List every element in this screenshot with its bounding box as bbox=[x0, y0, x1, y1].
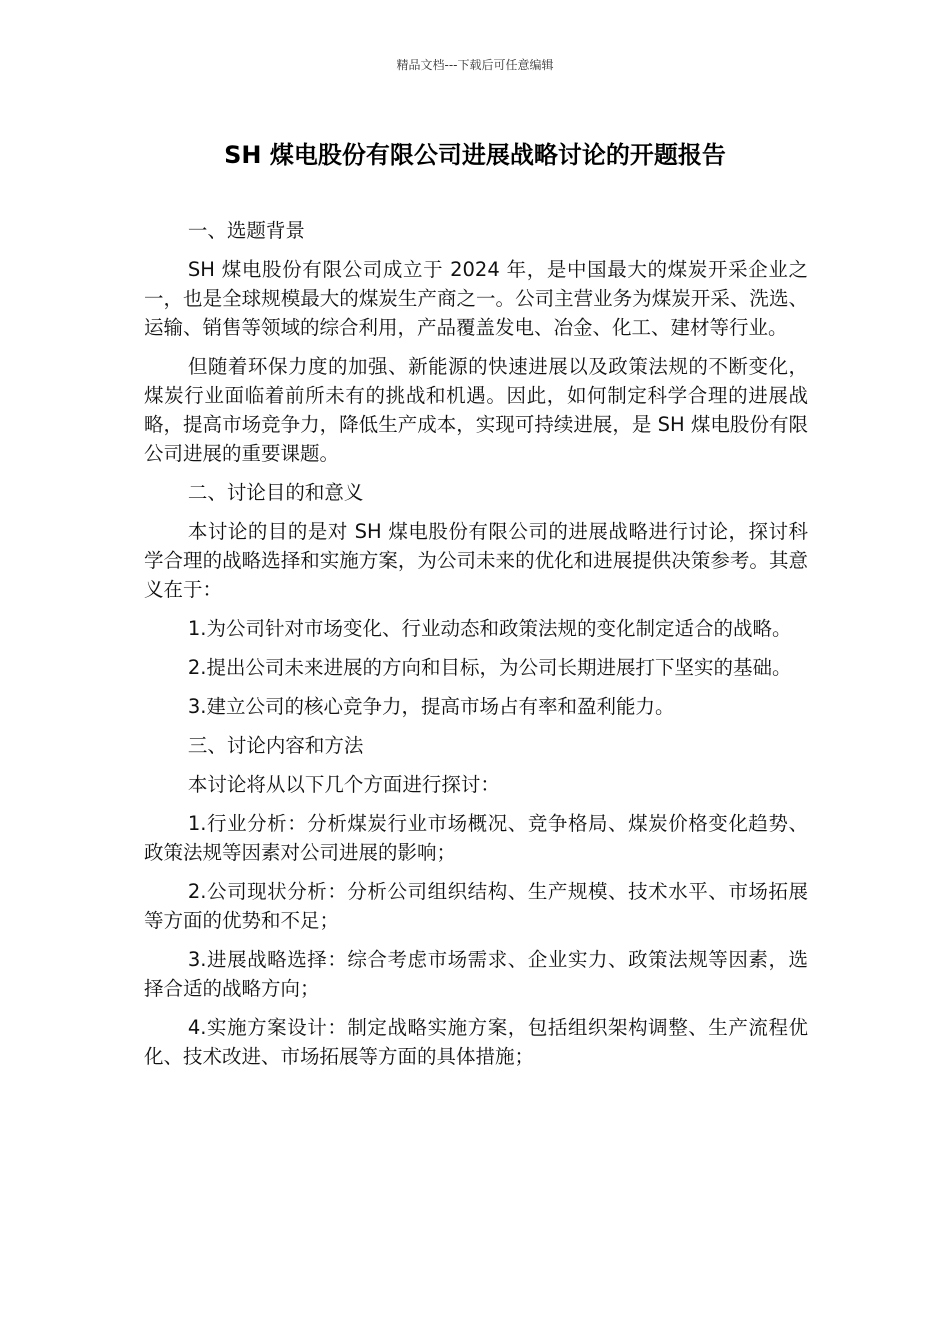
list-item-significance-3: 3.建立公司的核心竞争力，提高市场占有率和盈利能力。 bbox=[187, 695, 675, 718]
page-header: 精品文档---下载后可任意编辑 bbox=[396, 58, 554, 72]
list-item-significance-2: 2.提出公司未来进展的方向和目标，为公司长期进展打下坚实的基础。 bbox=[187, 656, 792, 679]
section-heading-background: 一、选题背景 bbox=[187, 219, 305, 242]
list-item-content-3: 3.进展战略选择：综合考虑市场需求、企业实力、政策法规等因素，选择合适的战略方向； bbox=[144, 948, 808, 1000]
list-item-content-2: 2.公司现状分析：分析公司组织结构、生产规模、技术水平、市场拓展等方面的优势和不足； bbox=[144, 880, 808, 932]
document-body bbox=[144, 216, 808, 1081]
section-heading-content-methods: 三、讨论内容和方法 bbox=[187, 734, 364, 757]
paragraph-content-intro: 本讨论将从以下几个方面进行探讨： bbox=[187, 773, 500, 796]
list-item-content-1: 1.行业分析：分析煤炭行业市场概况、竞争格局、煤炭价格变化趋势、政策法规等因素对公司进展的影响； bbox=[144, 812, 808, 864]
paragraph-industry-challenges: 但随着环保力度的加强、新能源的快速进展以及政策法规的不断变化，煤炭行业面临着前所未有的挑战和机遇。因此，如何制定科学合理的进展战略，提高市场竞争力，降低生产成本，实现可持续进展，是 SH 煤电股份有限公司进展的重要课题。 bbox=[144, 355, 808, 465]
paragraph-company-intro: SH 煤电股份有限公司成立于 2024 年，是中国最大的煤炭开采企业之一，也是全球规模最大的煤炭生产商之一。公司主营业务为煤炭开采、洗选、运输、销售等领域的综合利用，产品覆盖发电、冶金、化工、建材等行业。 bbox=[144, 258, 808, 339]
list-item-content-4: 4.实施方案设计：制定战略实施方案，包括组织架构调整、生产流程优化、技术改进、市场拓展等方面的具体措施； bbox=[144, 1016, 808, 1068]
section-heading-purpose: 二、讨论目的和意义 bbox=[187, 481, 364, 504]
list-item-significance-1: 1.为公司针对市场变化、行业动态和政策法规的变化制定适合的战略。 bbox=[187, 617, 792, 640]
paragraph-purpose: 本讨论的目的是对 SH 煤电股份有限公司的进展战略进行讨论，探讨科学合理的战略选择和实施方案，为公司未来的优化和进展提供决策参考。其意义在于： bbox=[144, 520, 808, 601]
document-title: SH 煤电股份有限公司进展战略讨论的开题报告 bbox=[224, 141, 726, 169]
